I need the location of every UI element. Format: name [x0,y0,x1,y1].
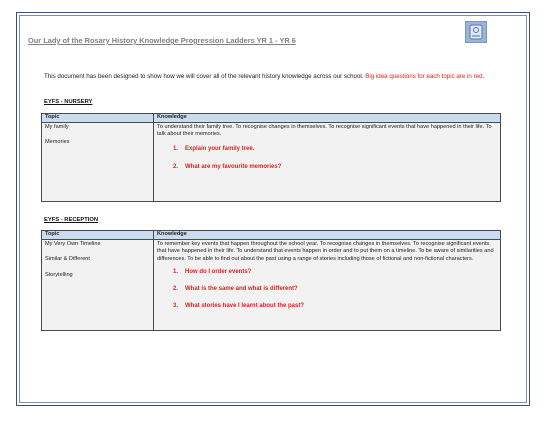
section-heading-reception: EYFS - RECEPTION [44,217,99,223]
column-header-topic: Topic [42,114,154,123]
knowledge-table-reception [41,230,501,331]
column-header-knowledge: Knowledge [154,114,501,123]
intro-highlight: Big idea questions for each topic are in red. [365,73,485,80]
big-idea-questions [157,145,497,171]
table-header-row [42,231,501,240]
topic-cell [42,122,154,201]
table-header-row [42,114,501,123]
topic-item: My family [45,123,69,130]
question-item: 2. What are my favourite memories? [173,163,282,170]
intro-text: This document has been designed to show how we will cover all of the relevant history knowledge across our school. [44,73,366,80]
question-item: 1. Explain your family tree. [173,145,255,152]
knowledge-cell [154,239,501,330]
knowledge-text: To remember key events that happen throughout the school year. To recognise changes in themselves. To recognise significant events that have happened in their life. To understand that events happen in order and to put them on a timeline. To be aware of similarities and differences. To be able to find out about the past using a range of stories including those of fictional and non-fictional characters. [157,240,494,262]
question-item: 3. What stories have I learnt about the past? [173,303,305,310]
topic-item: Storytelling [45,271,73,278]
school-logo-icon [465,21,487,43]
topic-item: Memories [45,139,70,146]
section-heading-nursery: EYFS - NURSERY [44,99,93,105]
knowledge-text: To understand their family tree. To recognise changes in themselves. To recognise significant events that have happened in their life. To talk about their memories. [157,123,492,138]
topic-cell [42,239,154,330]
topic-item: Similar & Different [45,256,90,263]
column-header-knowledge: Knowledge [154,231,501,240]
table-row [42,239,501,330]
knowledge-table-nursery [41,113,501,202]
document-title: Our Lady of the Rosary History Knowledge Progression Ladders YR 1 - YR 6 [28,36,296,45]
table-row [42,122,501,201]
knowledge-cell [154,122,501,201]
intro-paragraph [44,72,506,82]
question-item: 1. How do I order events? [173,269,252,276]
topic-item: My Very Own Timeline [45,240,101,247]
column-header-topic: Topic [42,231,154,240]
question-item: 2. What is the same and what is different? [173,286,298,293]
big-idea-questions [157,268,497,310]
